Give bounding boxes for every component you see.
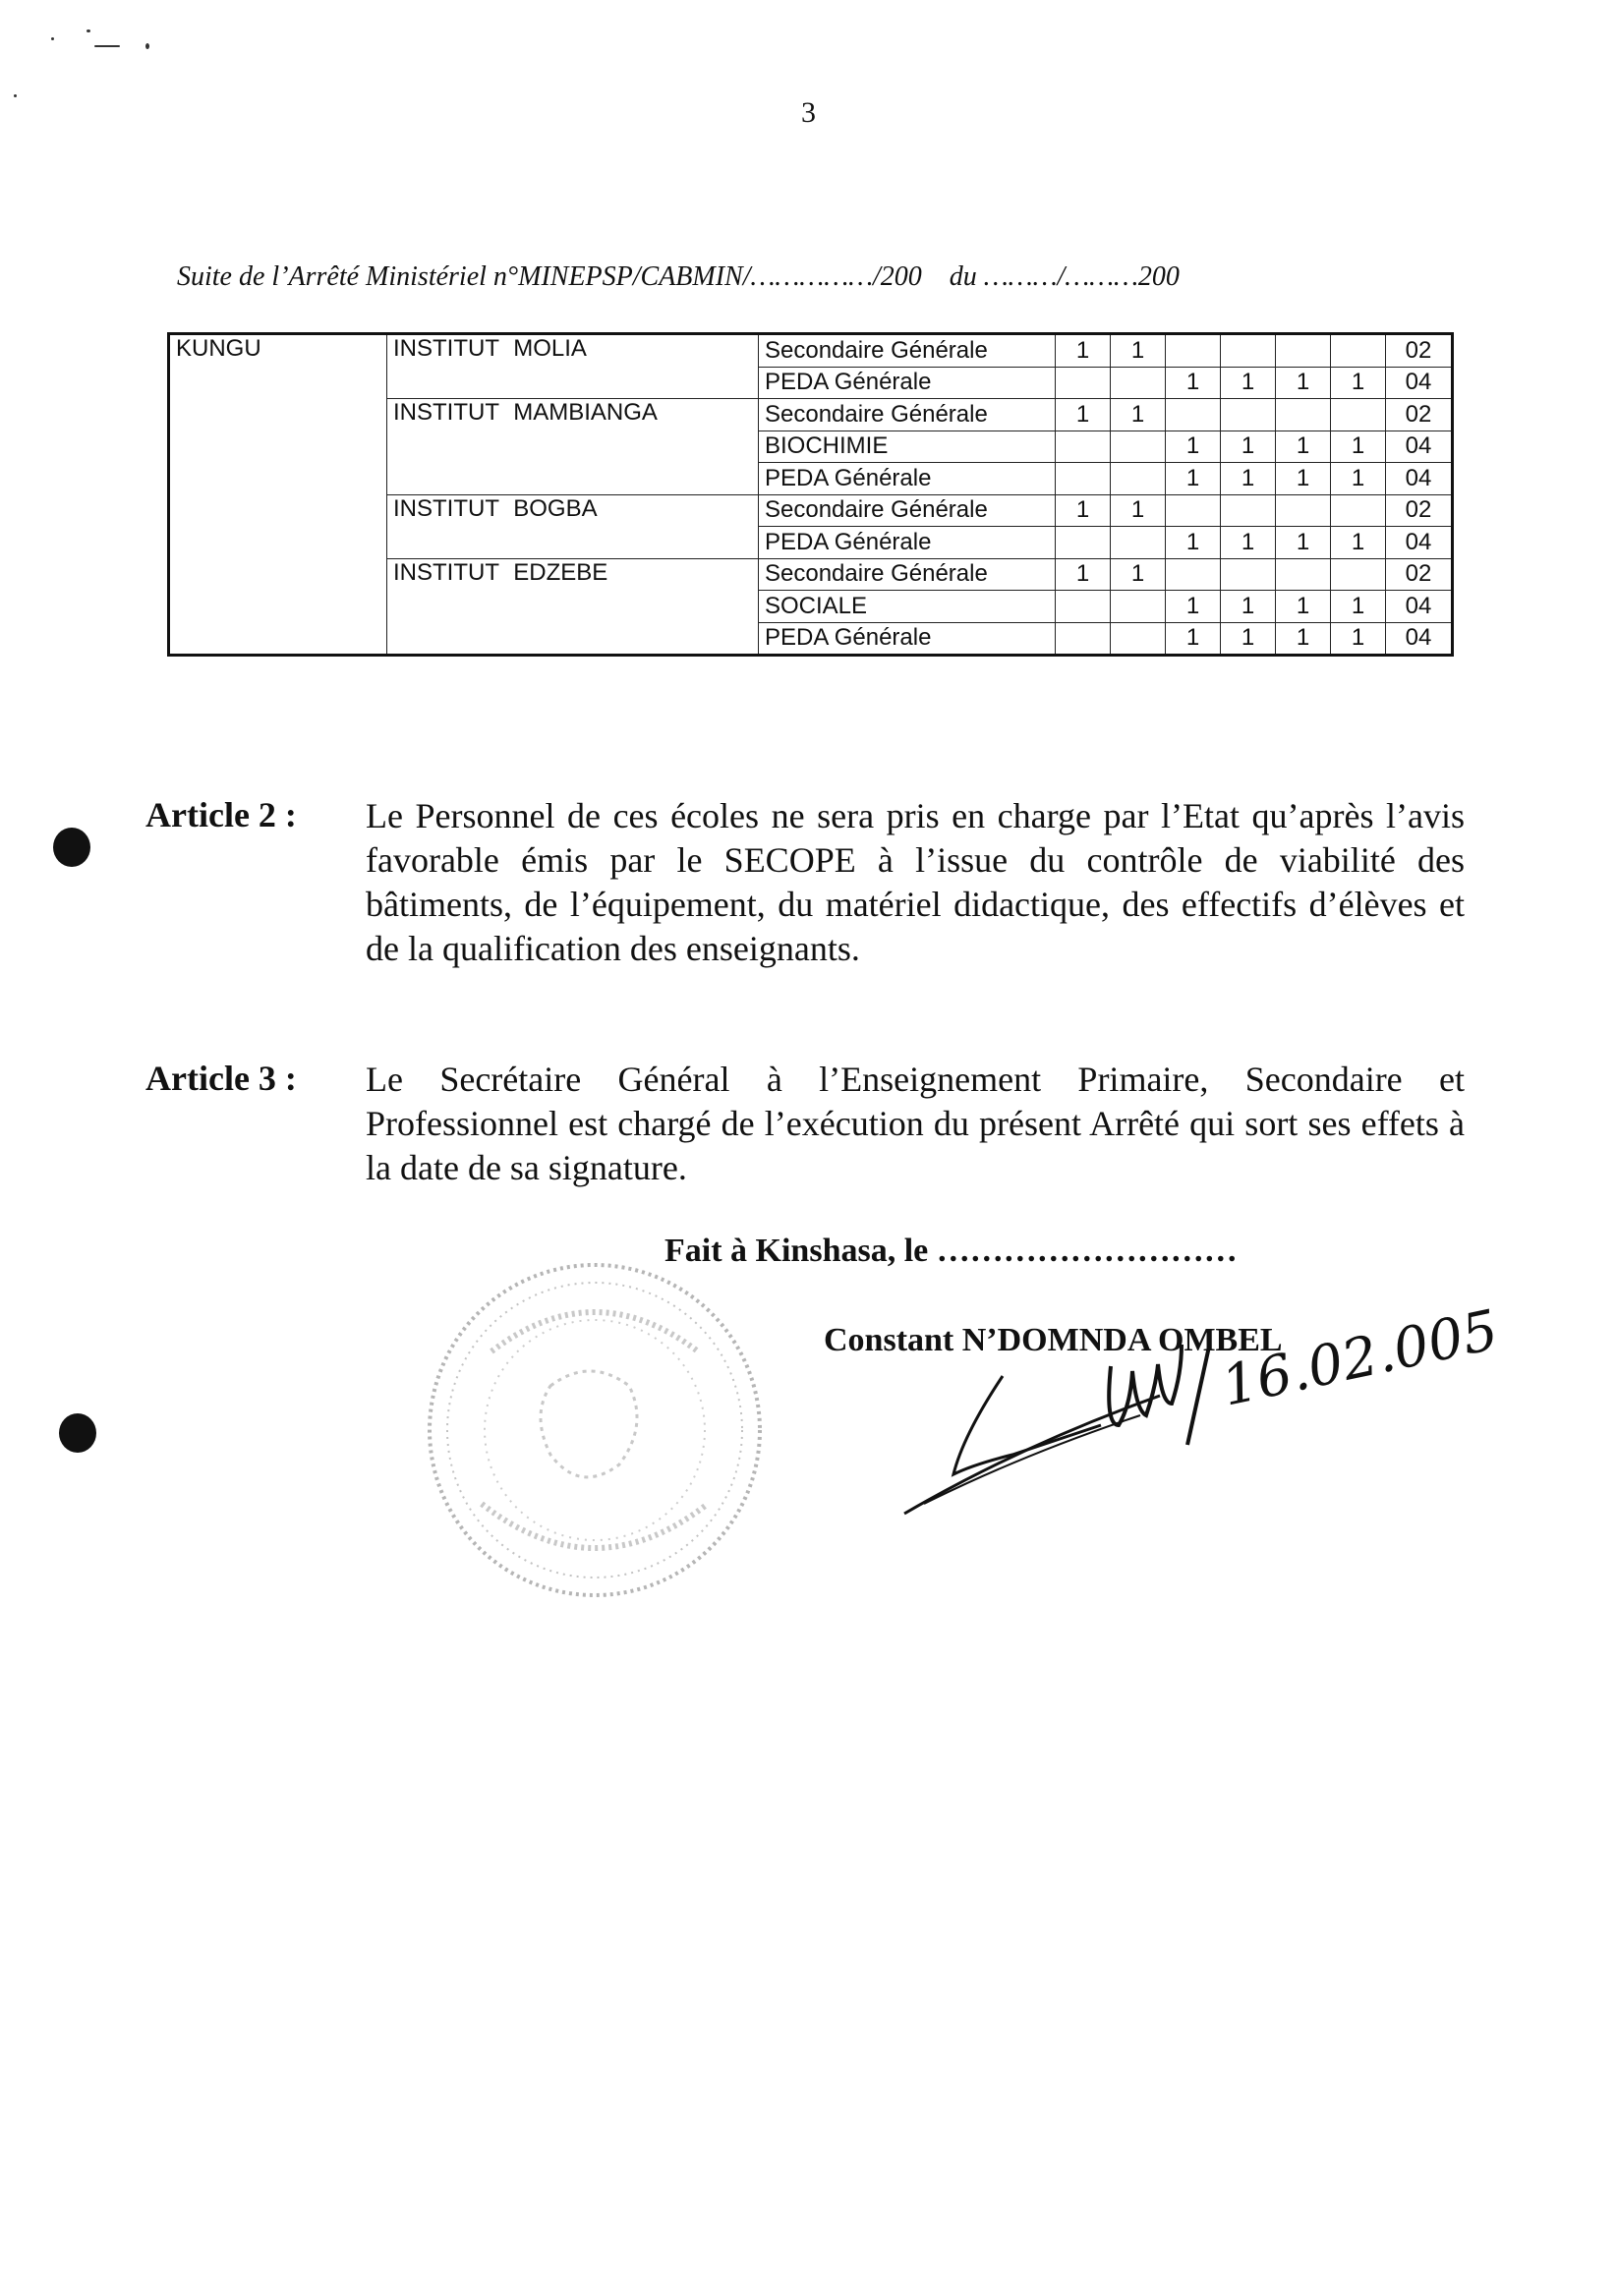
class-count-cell: 1 (1276, 622, 1331, 656)
class-count-cell (1056, 367, 1111, 399)
class-count-cell (1056, 622, 1111, 656)
class-count-cell: 1 (1276, 527, 1331, 559)
total-cell: 04 (1386, 622, 1453, 656)
class-count-cell: 1 (1276, 367, 1331, 399)
class-count-cell (1056, 527, 1111, 559)
article-2-label: Article 2 : (145, 795, 297, 834)
class-count-cell: 1 (1166, 430, 1221, 463)
option-cell: PEDA Générale (759, 463, 1056, 495)
class-count-cell (1221, 558, 1276, 591)
class-count-cell: 1 (1166, 463, 1221, 495)
class-count-cell: 1 (1056, 399, 1111, 431)
class-count-cell (1331, 334, 1386, 368)
school-name-cell: INSTITUT EDZEBE (387, 558, 759, 656)
fait-a-kinshasa-line: Fait à Kinshasa, le ……………………… (664, 1233, 1238, 1269)
total-cell: 02 (1386, 494, 1453, 527)
class-count-cell (1166, 334, 1221, 368)
scan-speck (145, 43, 149, 49)
class-count-cell: 1 (1331, 430, 1386, 463)
class-count-cell: 1 (1056, 334, 1111, 368)
scan-speck (87, 29, 90, 32)
total-cell: 04 (1386, 463, 1453, 495)
scan-speck (51, 37, 54, 40)
handwritten-date: 16.02.005 (1216, 1297, 1504, 1419)
class-count-cell: 1 (1166, 622, 1221, 656)
class-count-cell (1056, 463, 1111, 495)
school-name-cell: INSTITUT MOLIA (387, 334, 759, 399)
school-table (167, 332, 1454, 657)
class-count-cell: 1 (1331, 622, 1386, 656)
class-count-cell: 1 (1331, 591, 1386, 623)
decree-reference: Suite de l’Arrêté Ministériel n°MINEPSP/CABMIN/……………/200 du ………/………200 (177, 261, 1180, 292)
class-count-cell (1221, 399, 1276, 431)
class-count-cell (1056, 430, 1111, 463)
class-count-cell: 1 (1221, 527, 1276, 559)
scan-speck (94, 45, 120, 47)
option-cell: Secondaire Générale (759, 494, 1056, 527)
option-cell: SOCIALE (759, 591, 1056, 623)
class-count-cell: 1 (1221, 463, 1276, 495)
class-count-cell (1111, 591, 1166, 623)
class-count-cell: 1 (1166, 527, 1221, 559)
class-count-cell: 1 (1111, 399, 1166, 431)
class-count-cell (1056, 591, 1111, 623)
class-count-cell: 1 (1331, 463, 1386, 495)
total-cell: 02 (1386, 334, 1453, 368)
page-number: 3 (801, 96, 816, 129)
option-cell: PEDA Générale (759, 527, 1056, 559)
school-name-cell: INSTITUT BOGBA (387, 494, 759, 558)
class-count-cell: 1 (1276, 463, 1331, 495)
class-count-cell (1166, 558, 1221, 591)
total-cell: 04 (1386, 591, 1453, 623)
class-count-cell: 1 (1221, 622, 1276, 656)
class-count-cell (1111, 622, 1166, 656)
class-count-cell: 1 (1221, 591, 1276, 623)
article-2-text: Le Personnel de ces écoles ne sera pris en charge par l’Etat qu’après l’avis favorable émis par le SECOPE à l’issue du contrôle de viabilité des bâtiments, de l’équipement, du matériel didactique, des effectifs d’élèves et de la qualification des enseignants. (366, 796, 1465, 968)
total-cell: 02 (1386, 558, 1453, 591)
class-count-cell: 1 (1111, 558, 1166, 591)
punch-hole-mark (53, 828, 90, 867)
class-count-cell (1276, 399, 1331, 431)
option-cell: PEDA Générale (759, 622, 1056, 656)
class-count-cell: 1 (1111, 334, 1166, 368)
class-count-cell: 1 (1221, 430, 1276, 463)
class-count-cell: 1 (1166, 591, 1221, 623)
class-count-cell: 1 (1221, 367, 1276, 399)
class-count-cell: 1 (1276, 430, 1331, 463)
class-count-cell: 1 (1331, 527, 1386, 559)
class-count-cell (1111, 367, 1166, 399)
total-cell: 04 (1386, 367, 1453, 399)
article-3-text: Le Secrétaire Général à l’Enseignement Primaire, Secondaire et Professionnel est chargé de l’exécution du présent Arrêté qui sort ses effets à la date de sa signature. (366, 1060, 1465, 1187)
class-count-cell: 1 (1166, 367, 1221, 399)
signatory-name: Constant N’DOMNDA OMBEL (824, 1322, 1283, 1358)
table-row (169, 334, 1453, 368)
class-count-cell (1166, 399, 1221, 431)
option-cell: BIOCHIMIE (759, 430, 1056, 463)
class-count-cell: 1 (1111, 494, 1166, 527)
option-cell: Secondaire Générale (759, 399, 1056, 431)
handwritten-signature (914, 1297, 1504, 1523)
class-count-cell (1166, 494, 1221, 527)
class-count-cell (1276, 558, 1331, 591)
school-name-cell: INSTITUT MAMBIANGA (387, 399, 759, 495)
class-count-cell (1331, 494, 1386, 527)
class-count-cell (1276, 334, 1331, 368)
class-count-cell (1111, 430, 1166, 463)
option-cell: Secondaire Générale (759, 334, 1056, 368)
class-count-cell: 1 (1331, 367, 1386, 399)
option-cell: Secondaire Générale (759, 558, 1056, 591)
class-count-cell: 1 (1056, 558, 1111, 591)
official-seal (423, 1258, 767, 1602)
class-count-cell (1221, 334, 1276, 368)
class-count-cell (1111, 463, 1166, 495)
class-count-cell (1331, 558, 1386, 591)
class-count-cell (1331, 399, 1386, 431)
article-3-label: Article 3 : (145, 1059, 297, 1098)
total-cell: 02 (1386, 399, 1453, 431)
total-cell: 04 (1386, 527, 1453, 559)
table-body (169, 334, 1453, 656)
option-cell: PEDA Générale (759, 367, 1056, 399)
class-count-cell: 1 (1056, 494, 1111, 527)
class-count-cell (1221, 494, 1276, 527)
punch-hole-mark (59, 1413, 96, 1453)
class-count-cell (1276, 494, 1331, 527)
class-count-cell (1111, 527, 1166, 559)
province-cell: KUNGU (169, 334, 387, 656)
class-count-cell: 1 (1276, 591, 1331, 623)
total-cell: 04 (1386, 430, 1453, 463)
